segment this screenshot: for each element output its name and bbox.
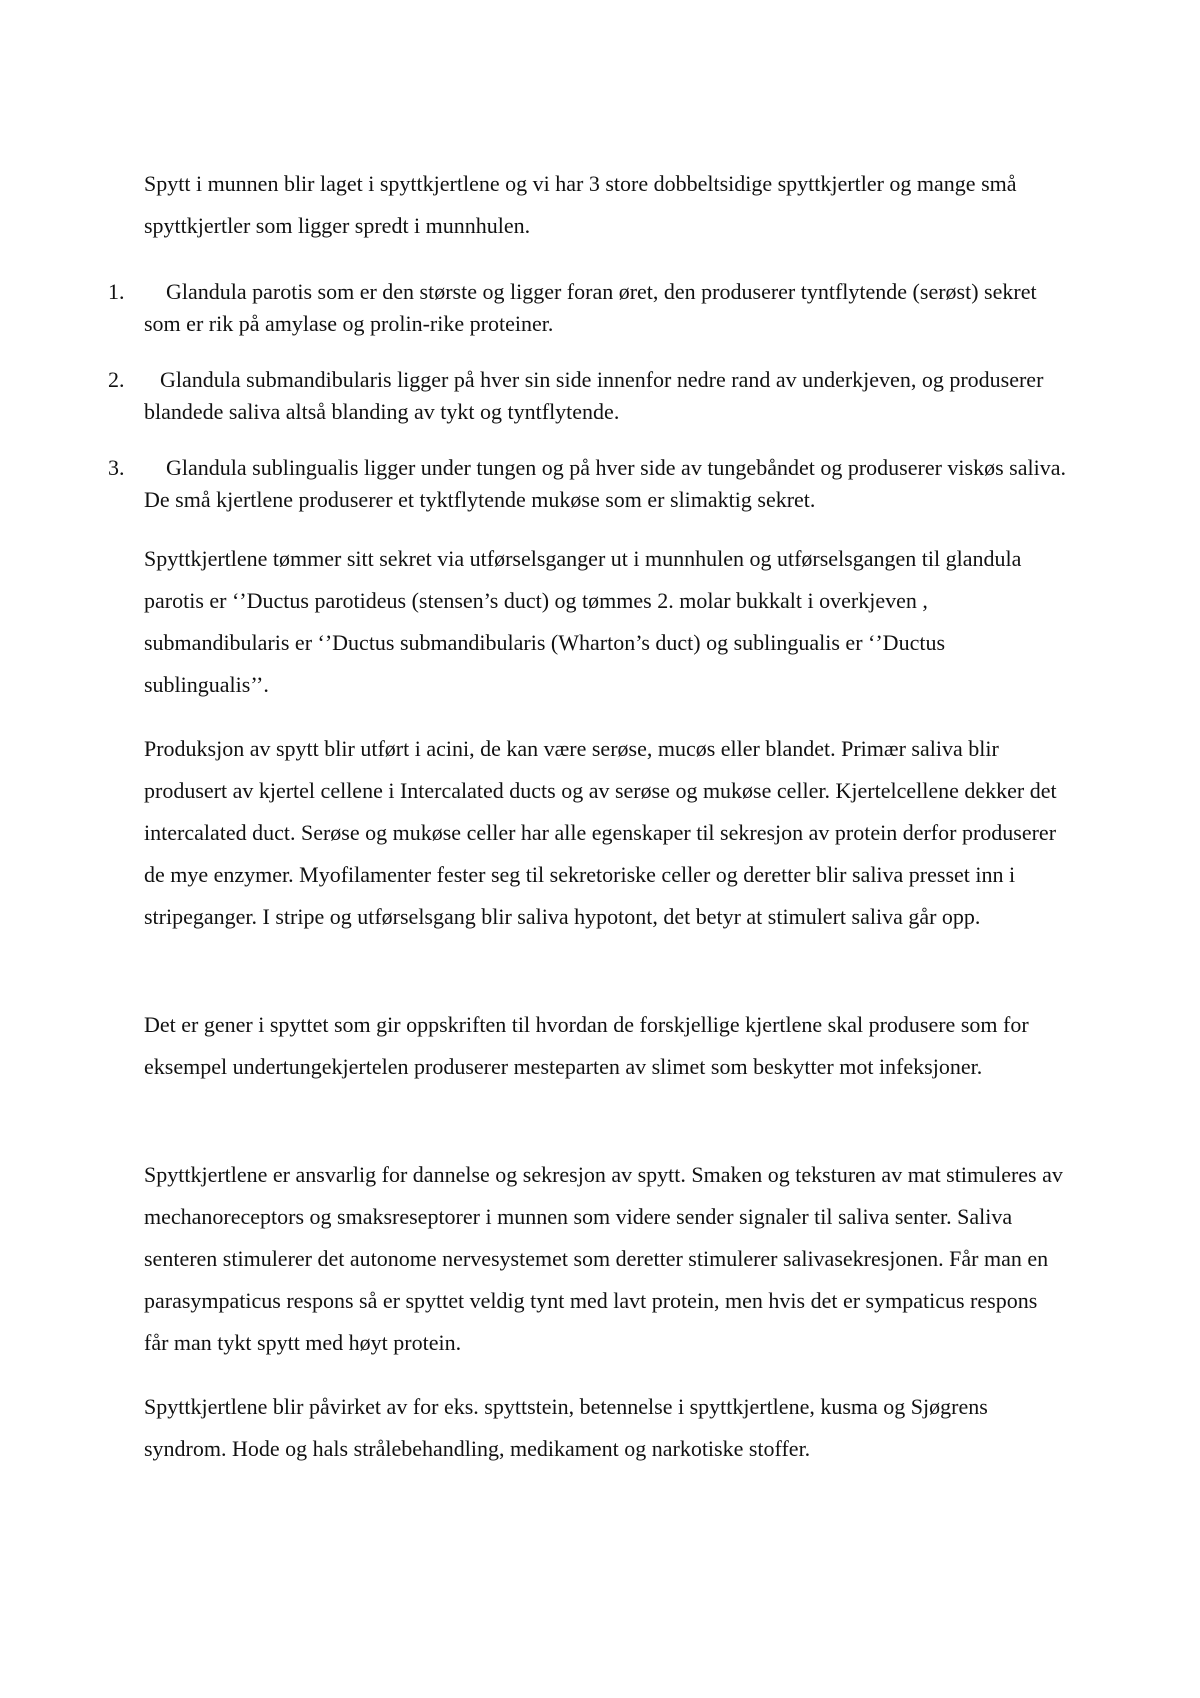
body-paragraph-secretion: Spyttkjertlene er ansvarlig for dannelse og sekresjon av spytt. Smaken og teksturen av mat stimuleres av mechanoreceptors og smaksreseptorer i munnen som videre sender signaler til saliva senter. Saliva senteren stimulerer det autonome nervesystemet som deretter stimulerer salivasekresjonen. Får man en parasympaticus respons så er spyttet veldig tynt med lavt protein, men hvis det er sympaticus respons får man tykt spytt med høyt protein.	[144, 1162, 1063, 1355]
list-number: 2.	[108, 367, 125, 392]
list-text: Glandula submandibularis ligger på hver sin side innenfor nedre rand av underkjeven, og produserer blandede saliva altså blanding av tykt og tyntflytende.	[144, 367, 1044, 424]
body-paragraph-production: Produksjon av spytt blir utført i acini, de kan være serøse, mucøs eller blandet. Primær saliva blir produsert av kjertel cellene i Intercalated ducts og av serøse og mukøse celler. Kjertelcellene dekker det intercalated duct. Serøse og mukøse celler har alle egenskaper til sekresjon av protein derfor produserer de mye enzymer. Myofilamenter fester seg til sekretoriske celler og deretter blir saliva presset inn i stripeganger. I stripe og utførselsgang blir saliva hypotont, det betyr at stimulert saliva går opp.	[144, 736, 1057, 929]
body-paragraph-genes: Det er gener i spyttet som gir oppskriften til hvordan de forskjellige kjertlene skal produsere som for eksempel undertungekjertelen produserer mesteparten av slimet som beskytter mot infeksjoner.	[144, 1012, 1029, 1079]
body-paragraph-ducts: Spyttkjertlene tømmer sitt sekret via utførselsganger ut i munnhulen og utførselsgangen til glandula parotis er ‘’Ductus parotideus (stensen’s duct) og tømmes 2. molar bukkalt i overkjeven , submandibularis er ‘’Ductus submandibularis (Wharton’s duct) og sublingualis er ‘’Ductus sublingualis’’.	[144, 546, 1022, 697]
body-paragraph-effects: Spyttkjertlene blir påvirket av for eks. spyttstein, betennelse i spyttkjertlene, kusma og Sjøgrens syndrom. Hode og hals strålebehandling, medikament og narkotiske stoffer.	[144, 1394, 988, 1461]
list-item-1	[108, 276, 1068, 340]
list-number: 3.	[108, 455, 125, 480]
intro-paragraph: Spytt i munnen blir laget i spyttkjertlene og vi har 3 store dobbeltsidige spyttkjertler og mange små spyttkjertler som ligger spredt i munnhulen.	[144, 171, 1017, 238]
list-text: Glandula sublingualis ligger under tungen og på hver side av tungebåndet og produserer viskøs saliva. De små kjertlene produserer et tyktflytende mukøse som er slimaktig sekret.	[144, 455, 1066, 512]
list-text: Glandula parotis som er den største og ligger foran øret, den produserer tyntflytende (serøst) sekret som er rik på amylase og prolin-rike proteiner.	[144, 279, 1037, 336]
list-item-2	[108, 364, 1068, 428]
list-item-3	[108, 452, 1068, 516]
list-number: 1.	[108, 279, 125, 304]
